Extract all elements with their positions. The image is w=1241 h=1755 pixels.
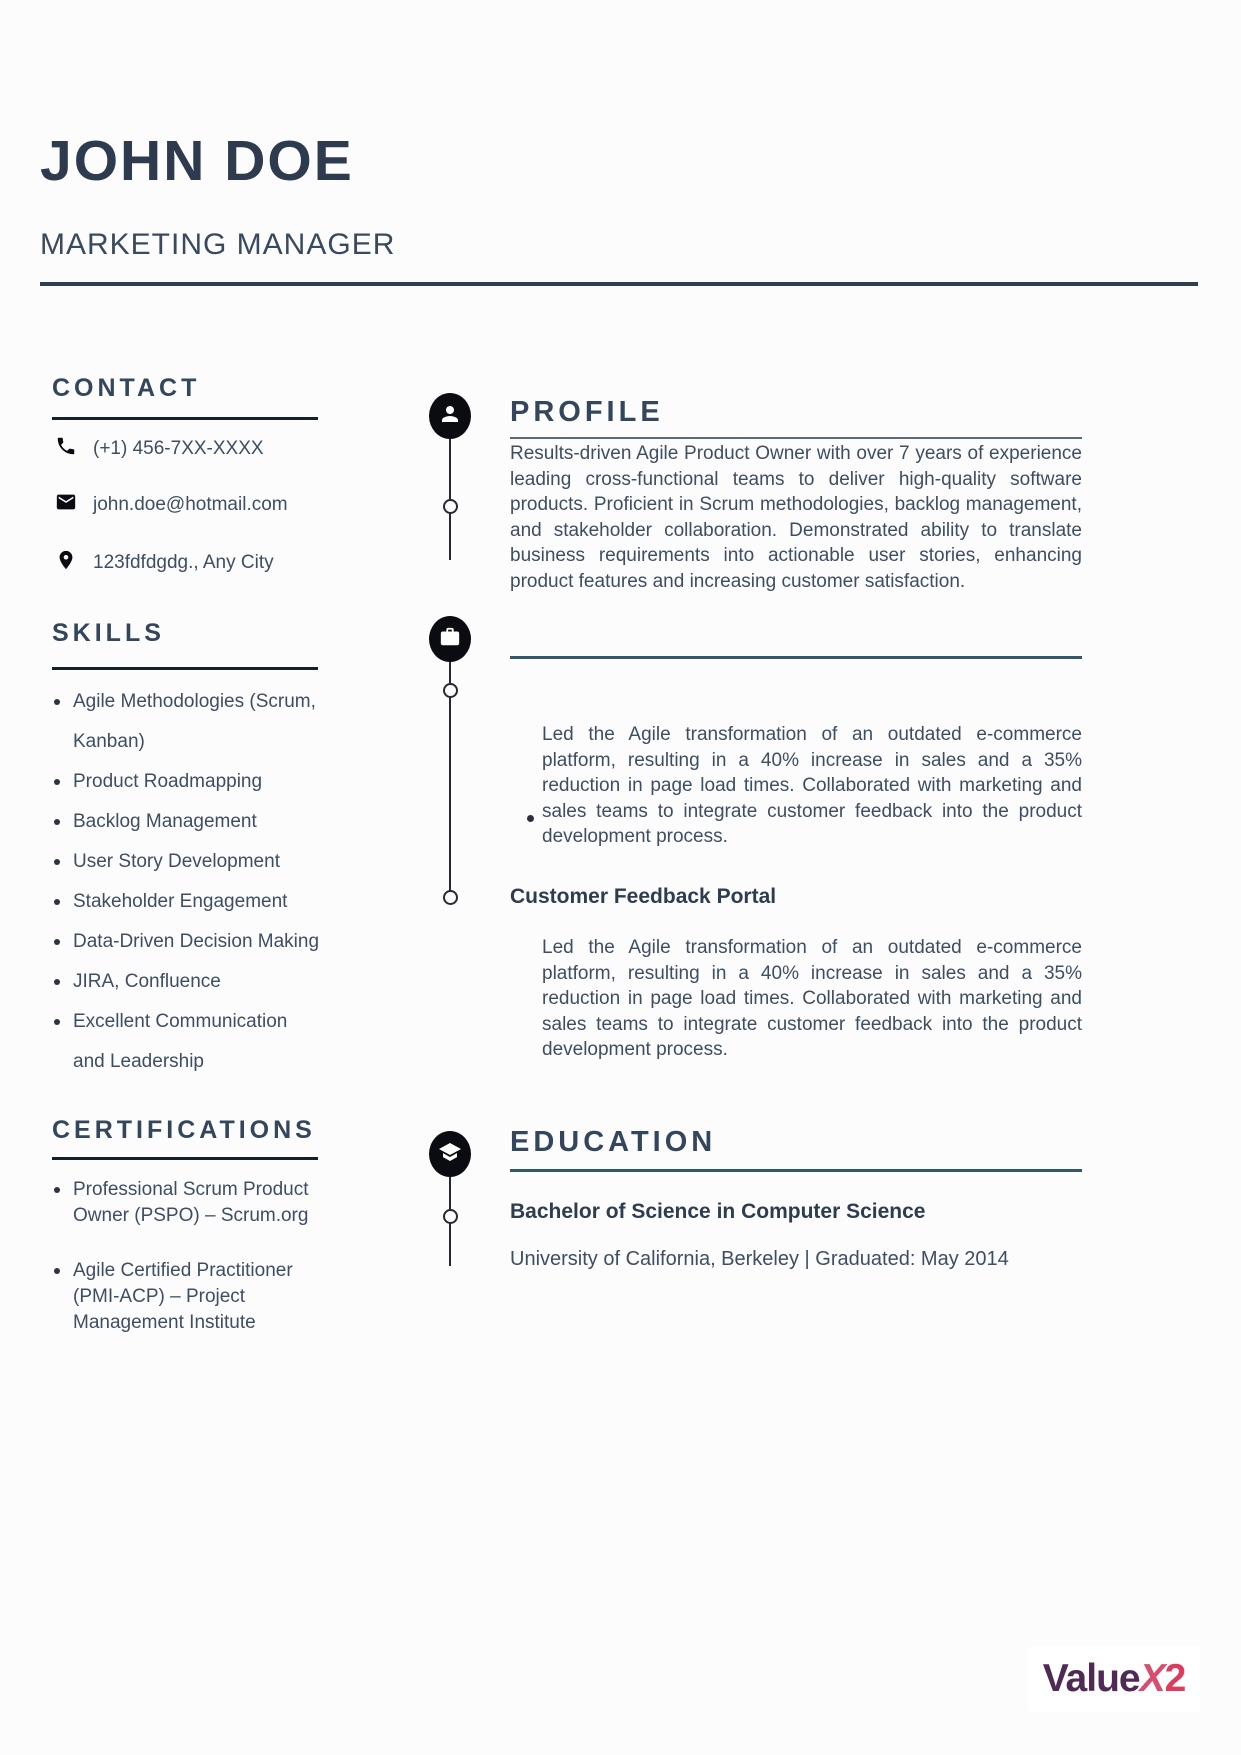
contact-phone-row — [55, 436, 355, 462]
skill-item: Agile Methodologies (Scrum, Kanban) — [52, 682, 324, 762]
briefcase-icon — [439, 626, 461, 653]
education-section-heading: EDUCATION — [510, 1126, 717, 1158]
education-timeline-badge — [429, 1131, 471, 1177]
education-details: University of California, Berkeley | Graduated: May 2014 — [510, 1248, 1009, 1270]
education-degree: Bachelor of Science in Computer Science — [510, 1200, 926, 1223]
skill-item: Data-Driven Decision Making — [52, 922, 324, 962]
contact-section-heading: CONTACT — [52, 374, 201, 402]
timeline-node-1 — [443, 499, 458, 514]
contact-phone-value: (+1) 456-7XX-XXXX — [93, 438, 264, 459]
certifications-section-heading: CERTIFICATIONS — [52, 1116, 316, 1144]
graduation-cap-icon — [438, 1140, 462, 1169]
person-name: JOHN DOE — [40, 129, 354, 193]
contact-email-value: john.doe@hotmail.com — [93, 494, 288, 515]
mail-icon — [55, 491, 77, 519]
logo-part-2: 2 — [1164, 1657, 1186, 1700]
skill-item: Product Roadmapping — [52, 762, 324, 802]
skill-item: Excellent Communication and Leadership — [52, 1002, 324, 1082]
certifications-divider — [52, 1157, 318, 1160]
contact-divider — [52, 417, 318, 420]
contact-address-row — [55, 550, 355, 576]
profile-timeline-badge — [429, 393, 471, 439]
skills-section-heading: SKILLS — [52, 619, 165, 647]
experience-entry-title: Customer Feedback Portal — [510, 885, 777, 908]
contact-address-value: 123fdfdgdg., Any City — [93, 552, 274, 573]
profile-summary-text: Results-driven Agile Product Owner with over 7 years of experience leading cross-functional teams to deliver high-quality software products. Proficient in Scrum methodologies, backlog management, and stakeholder collaboration. Demonstrated ability to translate business requirements into actionable user stories, enhancing product features and increasing customer satisfaction. — [510, 443, 1082, 592]
skill-item: Backlog Management — [52, 802, 324, 842]
person-job-title: MARKETING MANAGER — [40, 228, 396, 261]
experience-timeline-badge — [429, 616, 471, 662]
skills-list — [52, 682, 324, 1082]
skills-divider — [52, 667, 318, 670]
logo-part-x: X — [1139, 1657, 1165, 1700]
experience-entry-text: Led the Agile transformation of an outdated e-commerce platform, resulting in a 40% increase in sales and a 35% reduction in page load times. Collaborated with marketing and sales teams to integrate customer feedback into the product development process. — [542, 937, 1082, 1060]
profile-divider — [510, 437, 1082, 439]
skill-item: User Story Development — [52, 842, 324, 882]
certification-item: Professional Scrum Product Owner (PSPO) – Scrum.org — [52, 1177, 324, 1229]
valuex2-logo — [1028, 1646, 1200, 1712]
logo-part-value: Value — [1042, 1657, 1140, 1700]
experience-entry-bullet — [527, 815, 534, 822]
certification-item: Agile Certified Practitioner (PMI-ACP) – Project Management Institute — [52, 1258, 324, 1336]
experience-entry-text: Led the Agile transformation of an outdated e-commerce platform, resulting in a 40% increase in sales and a 35% reduction in page load times. Collaborated with marketing and sales teams to integrate customer feedback into the product development process. — [542, 724, 1082, 847]
contact-email-row — [55, 492, 355, 518]
education-divider — [510, 1169, 1082, 1172]
location-icon — [55, 549, 77, 577]
header-divider — [40, 282, 1198, 286]
experience-divider — [510, 656, 1082, 659]
person-icon — [438, 402, 462, 431]
timeline-node-4 — [443, 1209, 458, 1224]
skill-item: JIRA, Confluence — [52, 962, 324, 1002]
certifications-list — [52, 1177, 324, 1365]
phone-icon — [55, 435, 77, 463]
timeline-node-2 — [443, 683, 458, 698]
profile-section-heading: PROFILE — [510, 396, 664, 428]
valuex2-logo-text — [1043, 1657, 1186, 1701]
skill-item: Stakeholder Engagement — [52, 882, 324, 922]
timeline-node-3 — [443, 890, 458, 905]
